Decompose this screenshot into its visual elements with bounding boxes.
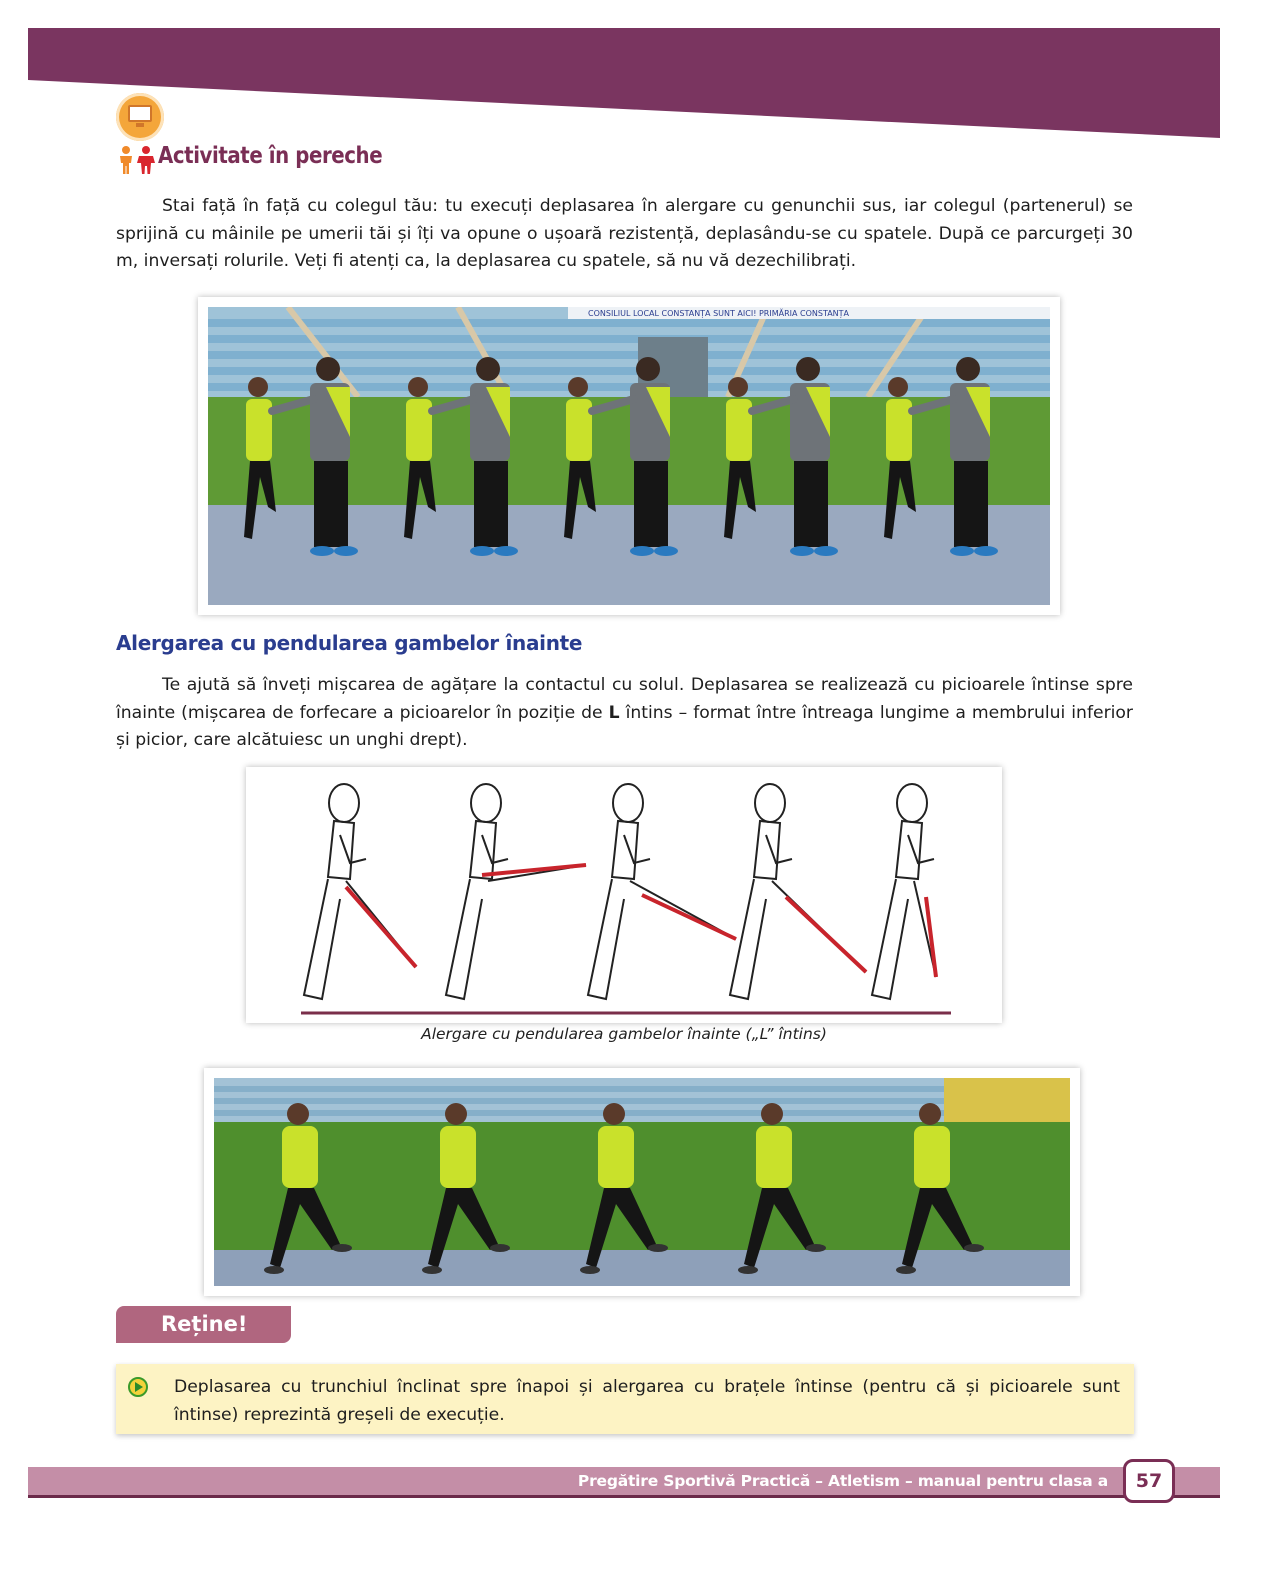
note-text: Deplasarea cu trunchiul înclinat spre înapoi și alergarea cu brațele întinse (pentru că și picioarele sunt întinse) reprezintă greșeli de execuție. xyxy=(174,1377,1120,1425)
leg-swing-drawing-image xyxy=(246,767,1002,1023)
retine-badge: Reține! xyxy=(116,1306,291,1343)
photo-pair-exercise-image xyxy=(208,307,1050,605)
stick-figure xyxy=(730,784,866,999)
leg-accent-line xyxy=(346,887,416,967)
play-bullet-icon xyxy=(128,1377,148,1397)
leg-swing-drawing xyxy=(246,767,1002,1023)
paragraph-leg-swing-end: întins – format între întreaga lungime a membrului inferior și picior, care alcătuiesc un unghi drept). xyxy=(116,702,1133,750)
stick-figure xyxy=(872,784,936,999)
stick-figure xyxy=(446,784,586,999)
activity-computer-icon xyxy=(116,93,164,141)
photo-pair-exercise xyxy=(198,297,1060,615)
leg-accent-line xyxy=(786,897,866,972)
leg-accent-line xyxy=(642,895,736,939)
paragraph-leg-swing xyxy=(116,672,1133,755)
paragraph-leg-swing-start: Te ajută să înveți mișcarea de agățare la contactul cu solul. Deplasarea se realizează cu picioarele întinse spre înainte (mișcarea de forfecare a picioarelor în poziție de xyxy=(116,675,1133,723)
page-number: 57 xyxy=(1123,1459,1175,1503)
section-heading: Alergarea cu pendularea gambelor înainte xyxy=(116,631,583,655)
header-banner xyxy=(28,28,1228,138)
stadium-banner-text: CONSILIUL LOCAL CONSTANȚA SUNT AICI! PRIMĂRIA CONSTANȚA xyxy=(588,309,850,318)
drawing-caption: Alergare cu pendularea gambelor înainte („L” întins) xyxy=(421,1025,827,1043)
photo-runner-sequence-image xyxy=(214,1078,1070,1286)
pair-kids-icon xyxy=(117,145,157,175)
photo-runner-sequence xyxy=(204,1068,1080,1296)
footer-title: Pregătire Sportivă Practică – Atletism – manual pentru clasa a V-a xyxy=(577,1472,1108,1514)
paragraph-leg-swing-bold: L xyxy=(608,702,620,723)
stick-figure xyxy=(588,784,736,999)
section-label: Activitate în pereche xyxy=(158,143,383,169)
stick-figure xyxy=(304,784,416,999)
paragraph-pair-activity: Stai față în față cu colegul tău: tu execuți deplasarea în alergare cu genunchii sus, iar colegul (partenerul) se sprijină cu mâinile pe umerii tăi și îți va opune o ușoară rezistență, deplasându-se cu spatele. După ce parcurgeți 30 m, inversați rolurile. Veți fi atenți ca, la deplasarea cu spatele, să nu vă dezechilibrați. xyxy=(116,196,1133,271)
